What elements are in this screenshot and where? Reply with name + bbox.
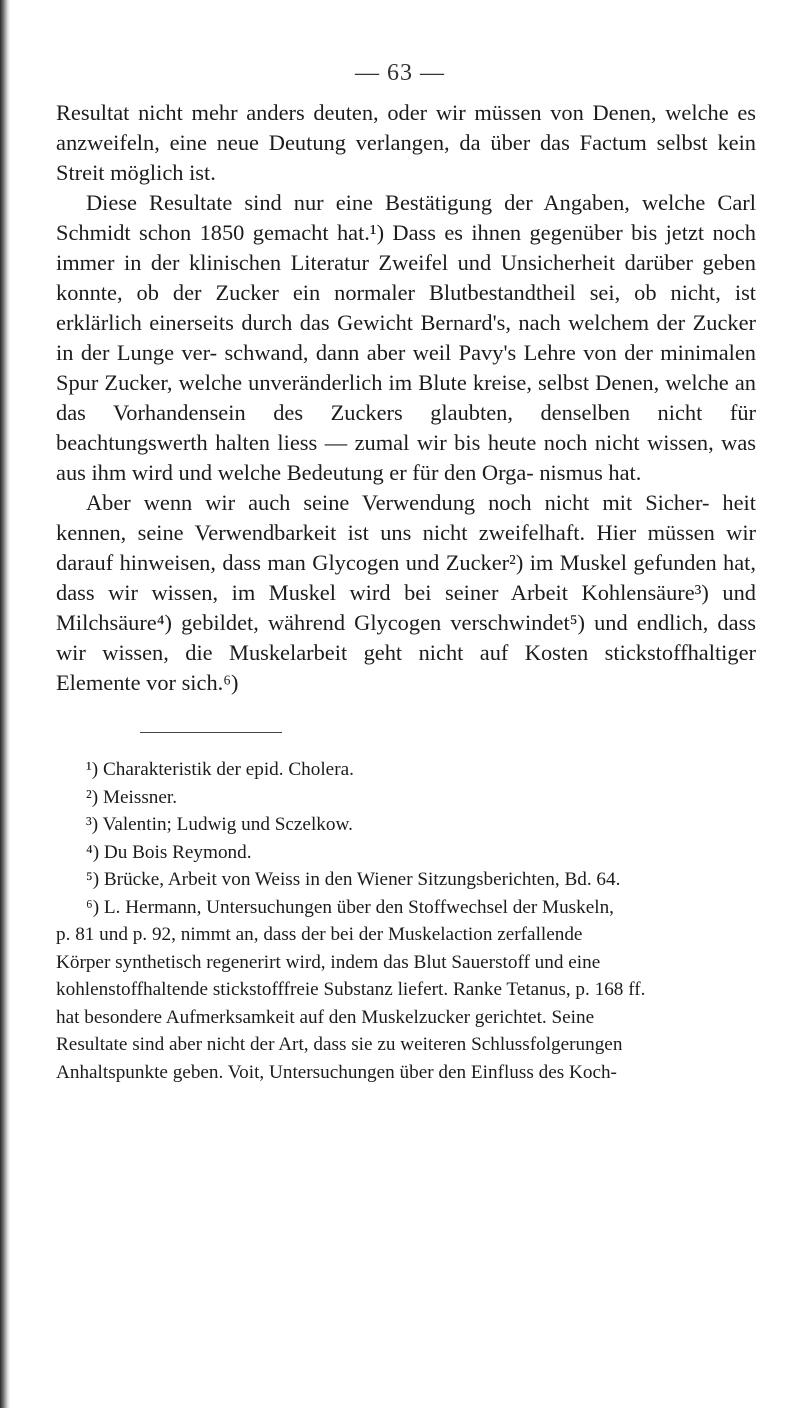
footnote-3: ³) Valentin; Ludwig und Sczelkow. xyxy=(86,814,353,835)
text-line: Zucker, welche unveränderlich im Blute kreise, selbst Denen, xyxy=(104,370,660,395)
footnotes xyxy=(56,756,756,1086)
scan-binding-edge xyxy=(0,0,10,1408)
paragraph-2 xyxy=(56,188,756,488)
text-line: schwand, dann aber weil Pavy's Lehre von der minimalen Spur xyxy=(56,340,756,395)
text-line: für beachtungswerth halten liess — zumal wir bis heute noch nicht xyxy=(56,400,756,455)
footnote-1: ¹) Charakteristik der epid. Cholera. xyxy=(86,759,354,780)
text-line: Blutbestandtheil sei, ob nicht, ist erklärlich einerseits durch das xyxy=(56,280,756,335)
text-line: Aber wenn wir auch seine Verwendung noch nicht mit Sicher- xyxy=(86,490,710,515)
footnote-6-continued: Resultate sind aber nicht der Art, dass sie zu weiteren Schlussfolgerungen xyxy=(56,1034,623,1055)
text-line: Resultat nicht mehr anders deuten, oder wir müssen von Denen, xyxy=(56,100,657,125)
text-line: Muskel gefunden hat, dass wir wissen, im Muskel wird bei seiner xyxy=(56,550,756,605)
text-line: welche Carl Schmidt schon 1850 gemacht hat.¹) Dass es ihnen xyxy=(56,190,756,245)
footnote-6-continued: kohlenstoffhaltende stickstofffreie Substanz liefert. Ranke Tetanus, p. 168 ff. xyxy=(56,979,646,1000)
text-line: heit kennen, seine Verwendbarkeit ist uns nicht zweifelhaft. Hier xyxy=(56,490,756,545)
paragraph-1 xyxy=(56,98,756,188)
page-number: — 63 — xyxy=(355,60,445,86)
text-line: gegenüber bis jetzt noch immer in der klinischen Literatur Zweifel xyxy=(56,220,756,275)
footnote-2: ²) Meissner. xyxy=(86,786,178,808)
text-line: nicht auf Kosten stickstoffhaltiger Elemente vor sich.⁶) xyxy=(56,640,756,695)
text-line: wissen, was aus ihm wird und welche Bedeutung er für den Orga- xyxy=(56,430,756,485)
text-line: Factum selbst kein Streit möglich ist. xyxy=(56,130,756,185)
footnote-6-continued: Anhaltspunkte geben. Voit, Untersuchungen über den Einfluss des Koch- xyxy=(56,1061,617,1083)
text-line: welche an das Vorhandensein des Zuckers glaubten, denselben nicht xyxy=(56,370,756,425)
text-line: Gewicht Bernard's, nach welchem der Zucker in der Lunge ver- xyxy=(56,310,756,365)
text-line: und Unsicherheit darüber geben konnte, ob der Zucker ein normaler xyxy=(56,250,756,305)
paragraph-3 xyxy=(56,488,756,698)
body-text xyxy=(56,98,756,698)
text-line: nismus hat. xyxy=(539,460,642,485)
footnote-4: ⁴) Du Bois Reymond. xyxy=(86,841,252,863)
footnote-6-continued: Körper synthetisch regenerirt wird, indem das Blut Sauerstoff und eine xyxy=(56,951,601,973)
footnote-separator xyxy=(140,732,282,733)
text-line: Diese Resultate sind nur eine Bestätigung der Angaben, xyxy=(86,190,630,215)
text-line: Arbeit Kohlensäure³) und Milchsäure⁴) gebildet, während Glycogen xyxy=(56,580,756,635)
text-line: müssen wir darauf hinweisen, dass man Glycogen und Zucker²) im xyxy=(56,520,757,575)
text-line: verschwindet⁵) und endlich, dass wir wissen, die Muskelarbeit geht xyxy=(56,610,756,665)
footnote-5: ⁵) Brücke, Arbeit von Weiss in den Wiener Sitzungsberichten, Bd. 64. xyxy=(86,869,621,890)
footnote-6: ⁶) L. Hermann, Untersuchungen über den Stoffwechsel der Muskeln, xyxy=(86,896,614,918)
footnote-6-continued: p. 81 und p. 92, nimmt an, dass der bei der Muskelaction zerfallende xyxy=(56,924,583,945)
footnote-6-continued: hat besondere Aufmerksamkeit auf den Muskelzucker gerichtet. Seine xyxy=(56,1006,595,1028)
text-line: welche es anzweifeln, eine neue Deutung verlangen, da über das xyxy=(56,100,756,155)
